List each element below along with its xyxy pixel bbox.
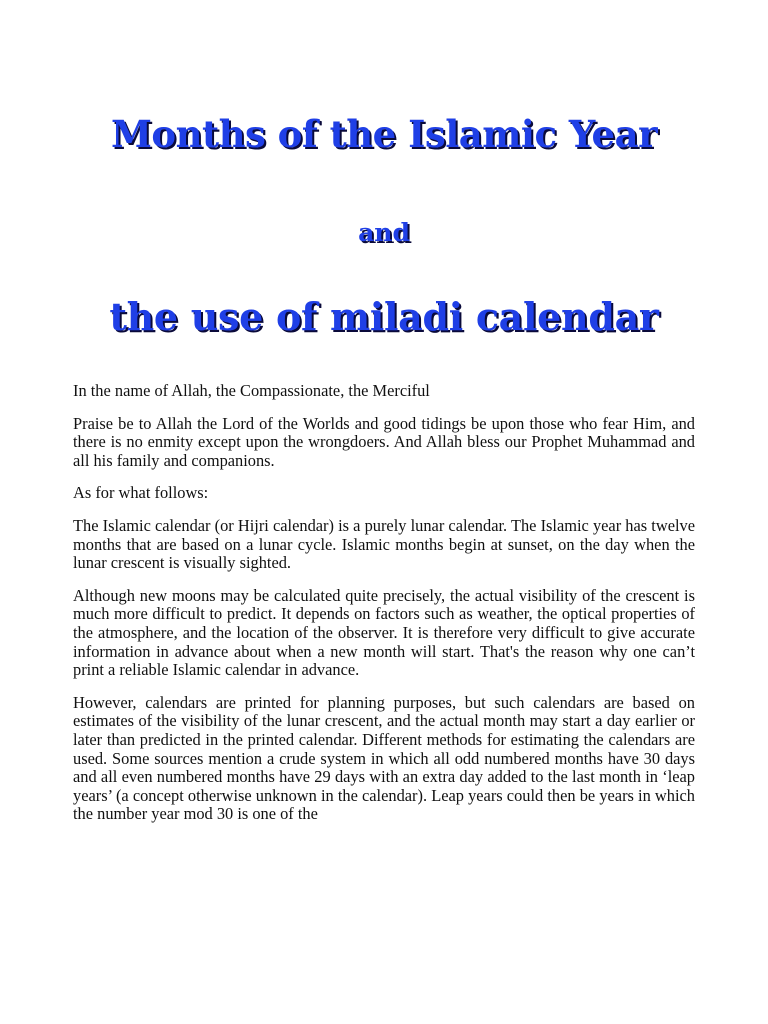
paragraph-printed-calendars: However, calendars are printed for planning purposes, but such calendars are based on estimates of the visibility of the lunar crescent, and the actual month may start a day earlier or later than predicted in the printed calendar. Different methods for estimating the calendars are used. Some sources mention a crude system in which all odd numbered months have 30 days and all even numbered months have 29 days with an extra day added to the last month in ‘leap years’ (a concept otherwise unknown in the calendar). Leap years could then be years in which the number year mod 30 is one of the: [73, 692, 695, 824]
document-body: [73, 382, 695, 824]
paragraph-as-for-what-follows: As for what follows:: [73, 483, 209, 503]
paragraph-invocation: In the name of Allah, the Compassionate, the Merciful: [73, 381, 430, 400]
paragraph-new-moons: Although new moons may be calculated quite precisely, the actual visibility of the crescent is much more difficult to predict. It depends on factors such as weather, the optical properties of the atmosphere, and the location of the observer. It is therefore very difficult to give accurate information in advance about when a new month will start. That's the reason why one can’t print a reliable Islamic calendar in advance.: [73, 585, 695, 680]
paragraph-islamic-calendar: The Islamic calendar (or Hijri calendar) is a purely lunar calendar. The Islamic year has twelve months that are based on a lunar cycle. Islamic months begin at sunset, on the day when the lunar crescent is visually sighted.: [73, 515, 695, 573]
paragraph-praise: Praise be to Allah the Lord of the Worlds and good tidings be upon those who fear Him, and there is no enmity except upon the wrongdoers. And Allah bless our Prophet Muhammad and all his family and companions.: [73, 413, 695, 470]
title-conjunction: and: [358, 218, 410, 247]
document-title: Months of the Islamic Year: [110, 112, 658, 156]
document-subtitle: the use of miladi calendar: [109, 294, 659, 339]
